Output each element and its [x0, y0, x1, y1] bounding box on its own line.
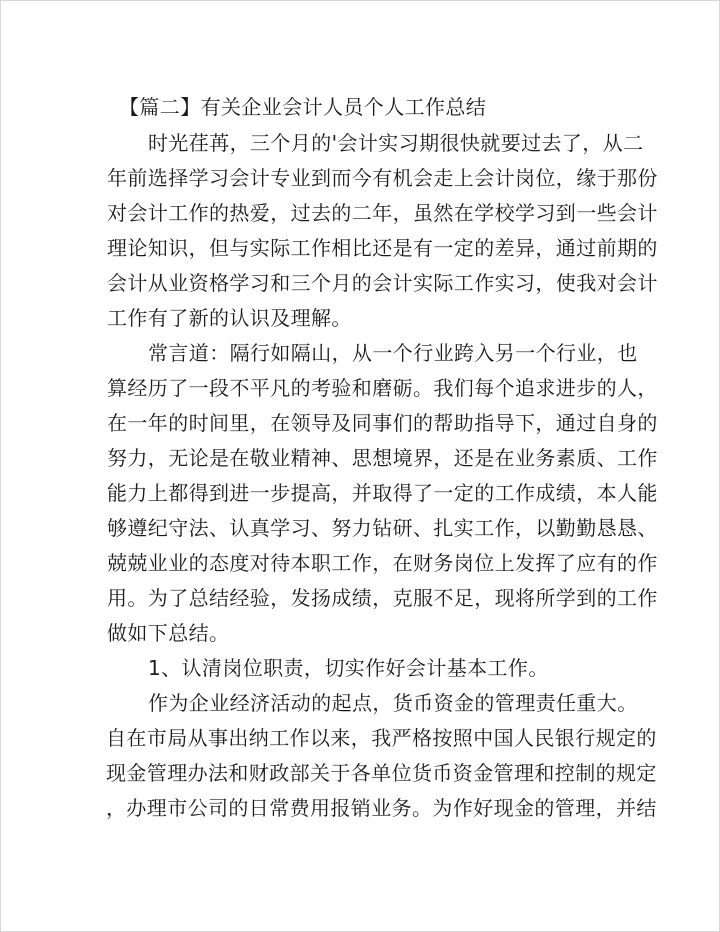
- paragraph-1-line-6: 工作有了新的认识及理解。: [107, 306, 352, 330]
- paragraph-2-line-5: 能力上都得到进一步提高，并取得了一定的工作成绩，本人能: [107, 481, 658, 505]
- paragraph-2-line-7: 兢兢业业的态度对待本职工作，在财务岗位上发挥了应有的作: [107, 551, 658, 575]
- paragraph-2-line-6: 够遵纪守法、认真学习、努力钻研、扎实工作，以勤勤恳恳、: [107, 516, 658, 540]
- paragraph-1-line-3: 对会计工作的热爱，过去的二年，虽然在学校学习到一些会计: [107, 201, 658, 225]
- paragraph-1-line-4: 理论知识，但与实际工作相比还是有一定的差异，通过前期的: [107, 236, 658, 260]
- paragraph-1-line-5: 会计从业资格学习和三个月的会计实际工作实习，使我对会计: [107, 271, 658, 295]
- paragraph-2-line-4: 努力，无论是在敬业精神、思想境界，还是在业务素质、工作: [107, 446, 658, 470]
- paragraph-3-line-4: ，办理市公司的日常费用报销业务。为作好现金的管理，并结: [106, 796, 657, 820]
- paragraph-1-line-1: 时光荏苒，三个月的'会计实习期很快就要过去了，从二: [148, 131, 644, 155]
- paragraph-3-line-1: 作为企业经济活动的起点，货币资金的管理责任重大。: [148, 691, 638, 715]
- document-title: 【篇二】有关企业会计人员个人工作总结: [119, 95, 487, 119]
- paragraph-3-line-2: 自在市局从事出纳工作以来，我严格按照中国人民银行规定的: [106, 726, 657, 750]
- section-heading-1: 1、认清岗位职责，切实作好会计基本工作。: [148, 656, 549, 680]
- paragraph-2-line-9: 做如下总结。: [107, 621, 230, 645]
- paragraph-2-line-1: 常言道：隔行如隔山，从一个行业跨入另一个行业，也: [148, 341, 638, 365]
- paragraph-3-line-3: 现金管理办法和财政部关于各单位货币资金管理和控制的规定: [106, 761, 657, 785]
- paragraph-2-line-3: 在一年的时间里，在领导及同事们的帮助指导下，通过自身的: [107, 411, 658, 435]
- paragraph-2-line-8: 用。为了总结经验，发扬成绩，克服不足，现将所学到的工作: [107, 586, 658, 610]
- paragraph-2-line-2: 算经历了一段不平凡的考验和磨砺。我们每个追求进步的人，: [107, 376, 658, 400]
- paragraph-1-line-2: 年前选择学习会计专业到而今有机会走上会计岗位，缘于那份: [107, 166, 658, 190]
